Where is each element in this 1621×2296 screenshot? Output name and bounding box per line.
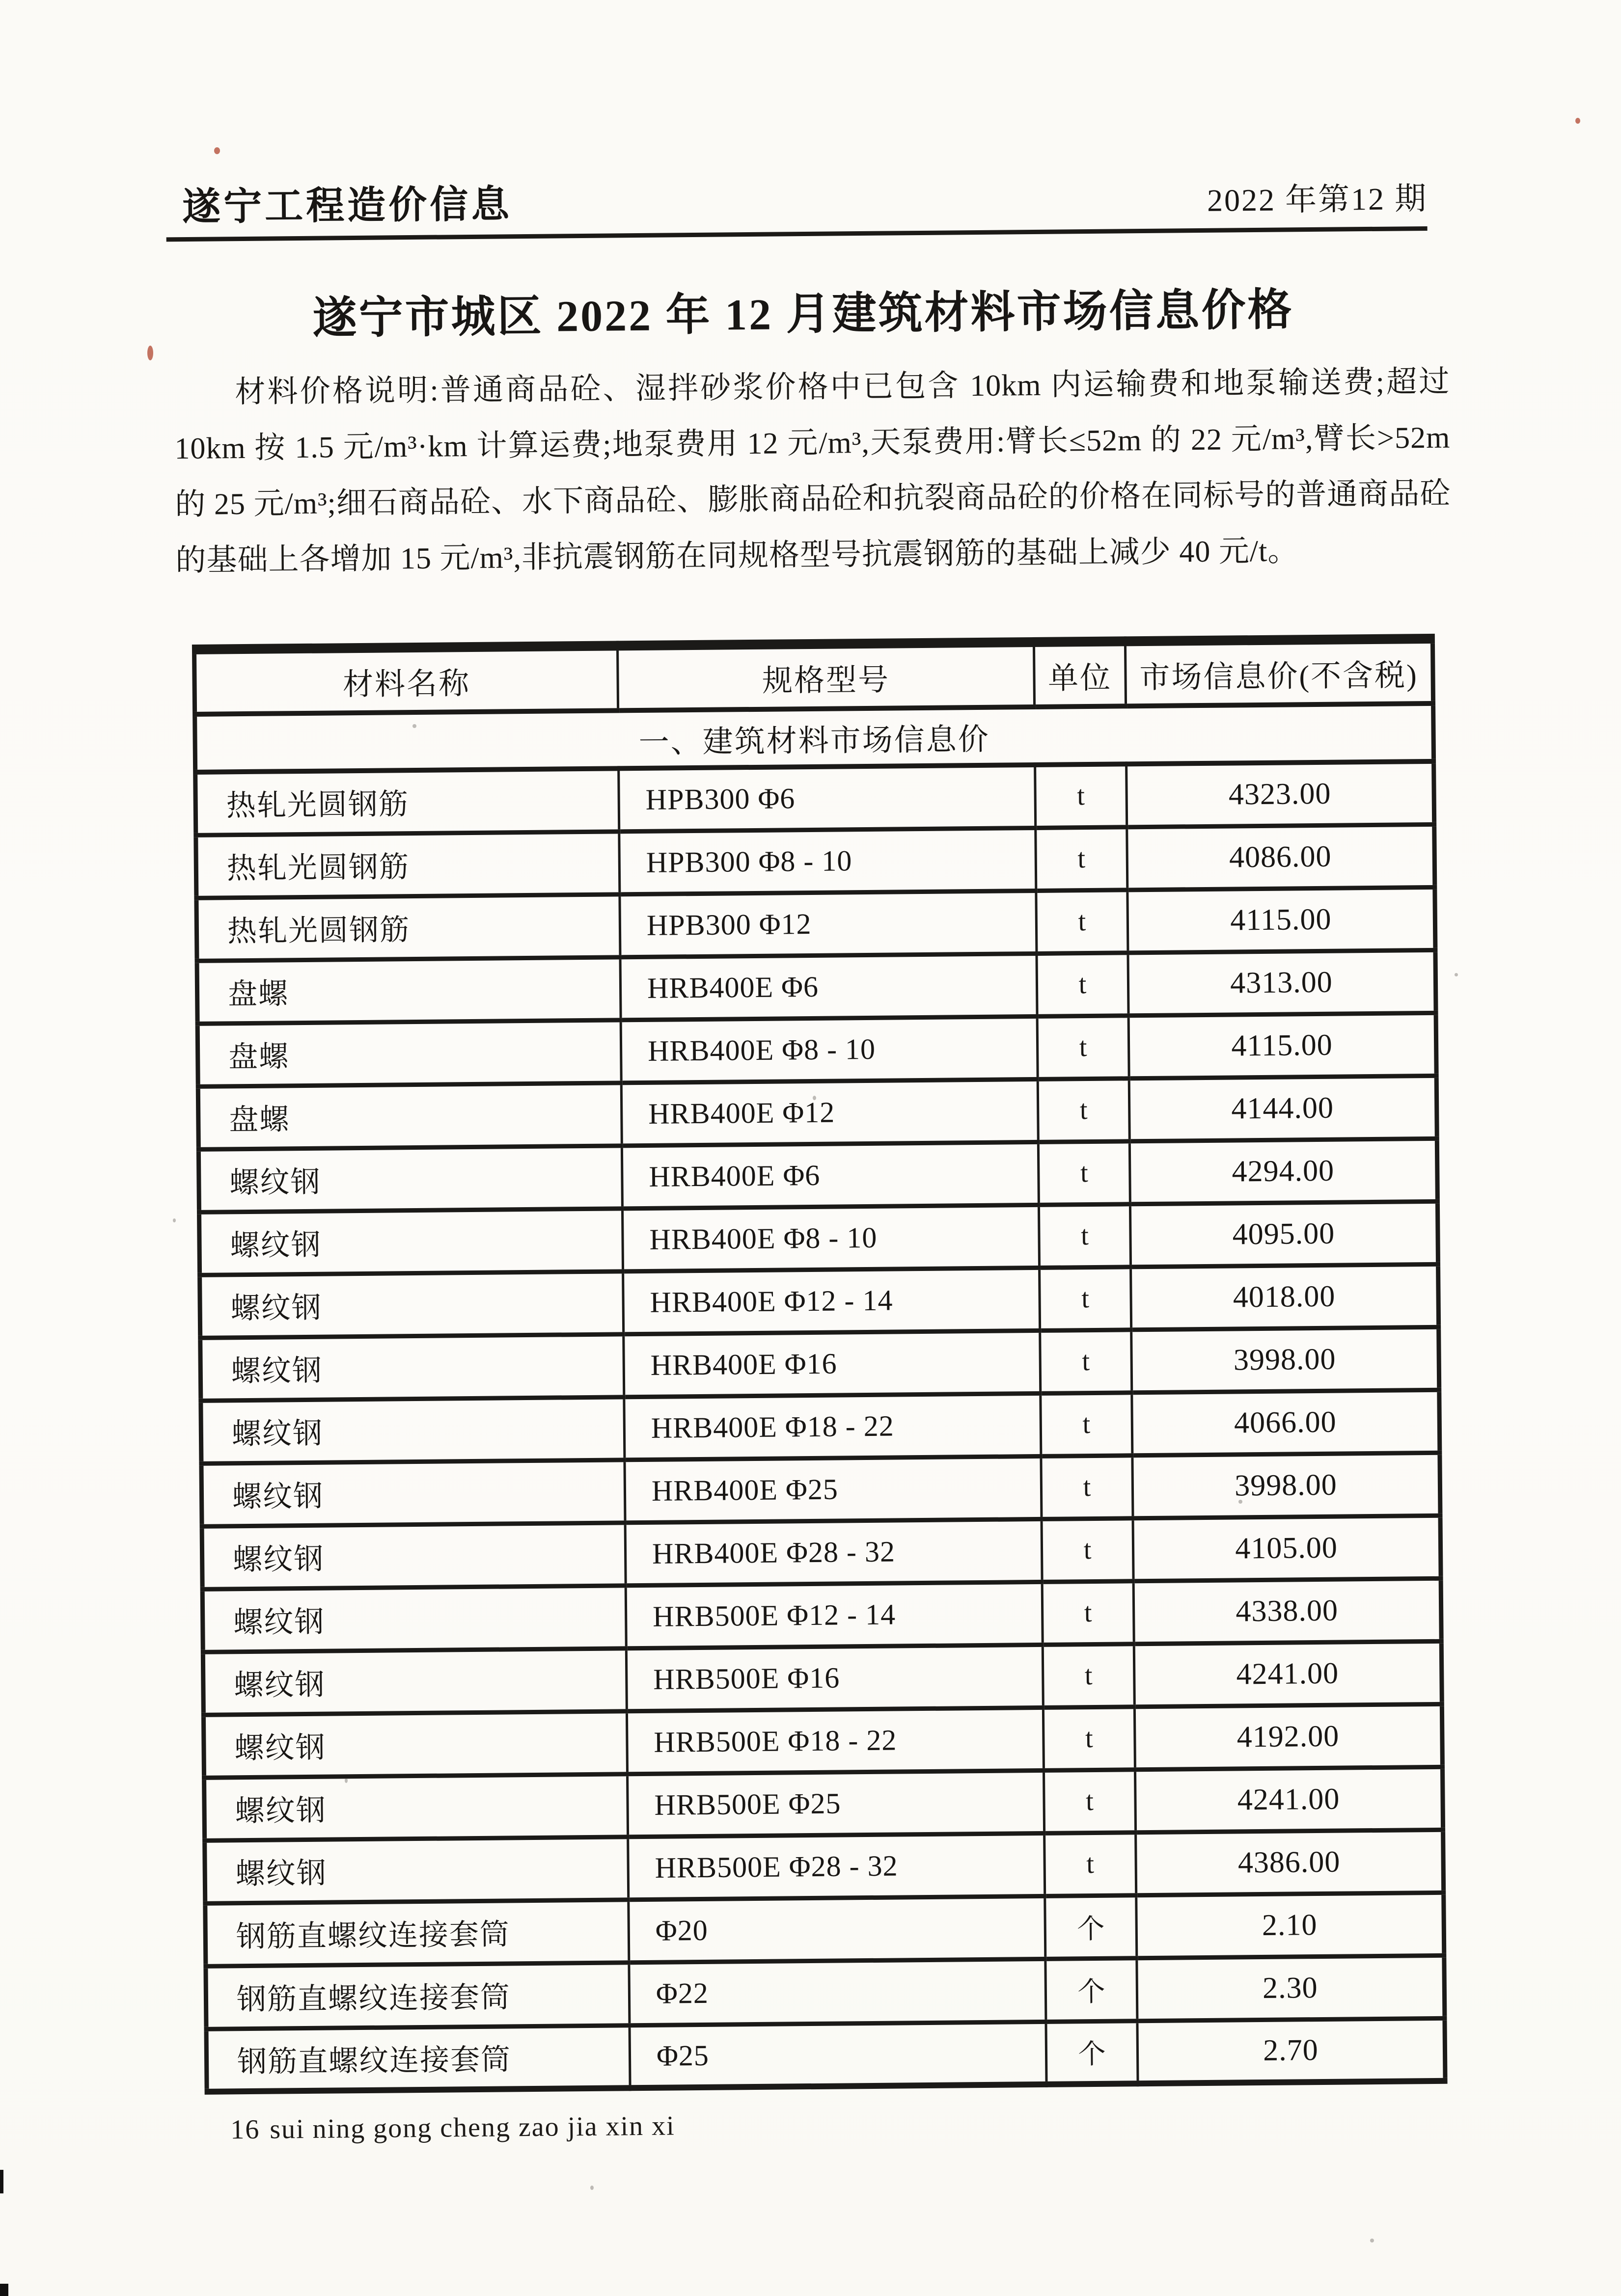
scan-edge-mark [0,2170,3,2193]
scan-speck [1575,118,1580,124]
unit-cell: 个 [1045,1958,1137,2022]
unit-cell: t [1042,1581,1134,1645]
scan-speck [214,147,220,154]
spec-cell: HPB300 Φ6 [619,765,1036,831]
material-name-cell: 盘螺 [197,1020,621,1086]
page-footer [230,2110,675,2145]
price-cell: 4241.00 [1135,1767,1443,1832]
material-name-cell: 螺纹钢 [204,1774,628,1840]
unit-cell: t [1043,1706,1135,1770]
spec-cell: HRB400E Φ16 [624,1330,1041,1397]
table-row [202,1578,1441,1652]
table-row [205,1892,1444,1966]
scan-speck [345,1778,348,1783]
spec-cell: HRB500E Φ28 - 32 [628,1833,1045,1899]
price-cell: 4294.00 [1129,1138,1437,1204]
unit-cell: t [1036,890,1128,953]
spec-cell: Φ20 [629,1896,1045,1962]
price-cell: 4338.00 [1133,1578,1441,1644]
material-name-cell: 螺纹钢 [199,1208,623,1275]
price-cell: 4018.00 [1131,1264,1439,1329]
table-row [197,1013,1436,1086]
scan-speck [1238,1500,1242,1504]
price-cell: 4241.00 [1134,1641,1442,1706]
material-name-cell: 热轧光圆钢筋 [195,768,619,835]
scan-speck [813,1096,816,1100]
unit-cell: t [1044,1769,1135,1833]
price-cell: 3998.00 [1132,1453,1440,1518]
footer-pinyin: sui ning gong cheng zao jia xin xi [270,2110,675,2145]
unit-cell: t [1038,1141,1130,1205]
price-cell: 4192.00 [1134,1704,1442,1769]
scan-speck [412,724,416,728]
spec-cell: HRB400E Φ6 [620,953,1037,1020]
scan-speck [1370,2239,1374,2242]
price-cell: 4086.00 [1127,824,1435,890]
spec-cell: HRB400E Φ6 [622,1142,1039,1208]
price-cell: 3998.00 [1131,1327,1439,1392]
unit-cell: t [1037,1015,1129,1079]
price-cell: 4105.00 [1133,1515,1441,1581]
material-name-cell: 盘螺 [197,957,621,1024]
section-header: 一、建筑材料市场信息价 [195,703,1434,772]
table-row [202,1515,1441,1589]
unit-cell: t [1044,1832,1136,1896]
scan-speck [173,1218,176,1222]
unit-cell: t [1040,1329,1132,1393]
table-row [205,1830,1444,1903]
scan-speck [1455,973,1458,976]
material-name-cell: 螺纹钢 [203,1711,627,1778]
spec-cell: HRB400E Φ18 - 22 [624,1393,1041,1459]
journal-title: 遂宁工程造价信息 [182,183,513,229]
spec-cell: HRB400E Φ25 [625,1456,1042,1522]
material-name-cell: 螺纹钢 [200,1271,624,1338]
unit-cell: t [1040,1267,1131,1330]
column-header-spec: 规格型号 [617,642,1034,710]
material-name-cell: 钢筋直螺纹连接套筒 [206,1962,630,2029]
material-name-cell: 螺纹钢 [201,1397,625,1463]
issue-label: 2022 年第12 期 [1207,181,1428,218]
table-row [203,1641,1442,1715]
intro-paragraph: 材料价格说明:普通商品砼、湿拌砂浆价格中已包含 10km 内运输费和地泵输送费;超过 10km 按 1.5 元/m³·km 计算运费;地泵费用 12 元/m³,天泵费用:臂长≤52m 的 22 元/m³,臂长>52m 的 25 元/m³;细石商品砼、水下商品砼、膨胀商品砼和抗裂商品砼的价格在同标号的普通商品砼的基础上各增加 15 元/m³,非抗震钢筋在同规格型号抗震钢筋的基础上减少 40 元/t。 [174,365,1451,578]
unit-cell: t [1042,1518,1133,1582]
table-row [195,761,1434,835]
spec-cell: HRB400E Φ28 - 32 [625,1519,1042,1585]
material-name-cell: 螺纹钢 [203,1648,627,1715]
unit-cell: 个 [1045,1895,1137,1959]
column-header-unit: 单位 [1034,641,1126,707]
table-row [206,2018,1445,2092]
masthead [182,165,1428,231]
page-title: 遂宁市城区 2022 年 12 月建筑材料市场信息价格 [312,286,1294,343]
table-body [195,761,1445,2092]
unit-cell: t [1041,1455,1133,1519]
material-name-cell: 螺纹钢 [205,1837,629,1903]
price-cell: 4066.00 [1132,1390,1440,1455]
material-name-cell: 热轧光圆钢筋 [196,894,620,961]
unit-cell: t [1037,952,1128,1016]
table-row [201,1390,1440,1463]
spec-cell: HRB500E Φ12 - 14 [626,1582,1043,1648]
material-name-cell: 盘螺 [198,1082,622,1149]
section-band [195,703,1434,772]
price-table [192,634,1448,2095]
price-cell: 2.70 [1137,2018,1445,2083]
table-row [198,1138,1437,1212]
spec-cell: HRB400E Φ8 - 10 [622,1205,1039,1271]
spec-cell: HRB400E Φ8 - 10 [621,1016,1038,1082]
price-cell: 4144.00 [1129,1076,1437,1141]
table-row [197,950,1436,1024]
spec-cell: HRB400E Φ12 - 14 [623,1268,1040,1334]
price-cell: 2.10 [1136,1892,1444,1958]
spec-cell: HRB500E Φ25 [628,1770,1044,1837]
material-name-cell: 螺纹钢 [198,1145,622,1212]
table-header-row [194,639,1433,714]
table-row [204,1767,1443,1840]
table-row [196,824,1435,898]
table-header [194,639,1433,714]
material-name-cell: 热轧光圆钢筋 [196,831,620,898]
price-cell: 4115.00 [1128,1013,1436,1078]
spec-cell: HRB400E Φ12 [621,1079,1038,1145]
section-header-row [195,703,1434,772]
table-row [206,1955,1445,2029]
material-name-cell: 螺纹钢 [201,1459,625,1526]
unit-cell: t [1036,827,1127,891]
price-cell: 4095.00 [1130,1201,1438,1267]
unit-cell: t [1041,1392,1132,1456]
scan-edge-mark [0,2284,8,2296]
price-cell: 4313.00 [1128,950,1436,1015]
price-cell: 2.30 [1137,1955,1445,2021]
price-cell: 4115.00 [1127,887,1435,952]
material-name-cell: 螺纹钢 [202,1585,626,1652]
table-row [196,887,1435,961]
table-row [199,1201,1438,1275]
material-name-cell: 钢筋直螺纹连接套筒 [206,2025,630,2092]
spec-cell: HRB500E Φ16 [626,1645,1043,1711]
scan-speck [590,2186,594,2190]
table-row [200,1264,1439,1338]
page-number: 16 [230,2114,260,2145]
table-row [198,1076,1437,1149]
price-cell: 4323.00 [1126,761,1434,827]
column-header-price: 市场信息价(不含税) [1125,639,1433,706]
column-header-material: 材料名称 [194,646,618,714]
spec-cell: Φ22 [629,1959,1046,2025]
material-name-cell: 螺纹钢 [200,1334,624,1401]
spec-cell: Φ25 [630,2022,1046,2088]
spec-cell: HRB500E Φ18 - 22 [627,1707,1044,1774]
table-row [200,1327,1439,1401]
price-cell: 4386.00 [1136,1830,1444,1895]
material-name-cell: 螺纹钢 [202,1522,626,1589]
unit-cell: t [1039,1204,1130,1268]
material-name-cell: 钢筋直螺纹连接套筒 [205,1899,629,1966]
unit-cell: t [1035,764,1127,828]
table-row [201,1453,1440,1526]
unit-cell: 个 [1046,2021,1138,2084]
scan-speck [147,346,153,360]
spec-cell: HPB300 Φ8 - 10 [619,828,1036,894]
spec-cell: HPB300 Φ12 [620,891,1037,957]
table-row [203,1704,1442,1778]
unit-cell: t [1038,1078,1129,1142]
unit-cell: t [1043,1644,1134,1707]
